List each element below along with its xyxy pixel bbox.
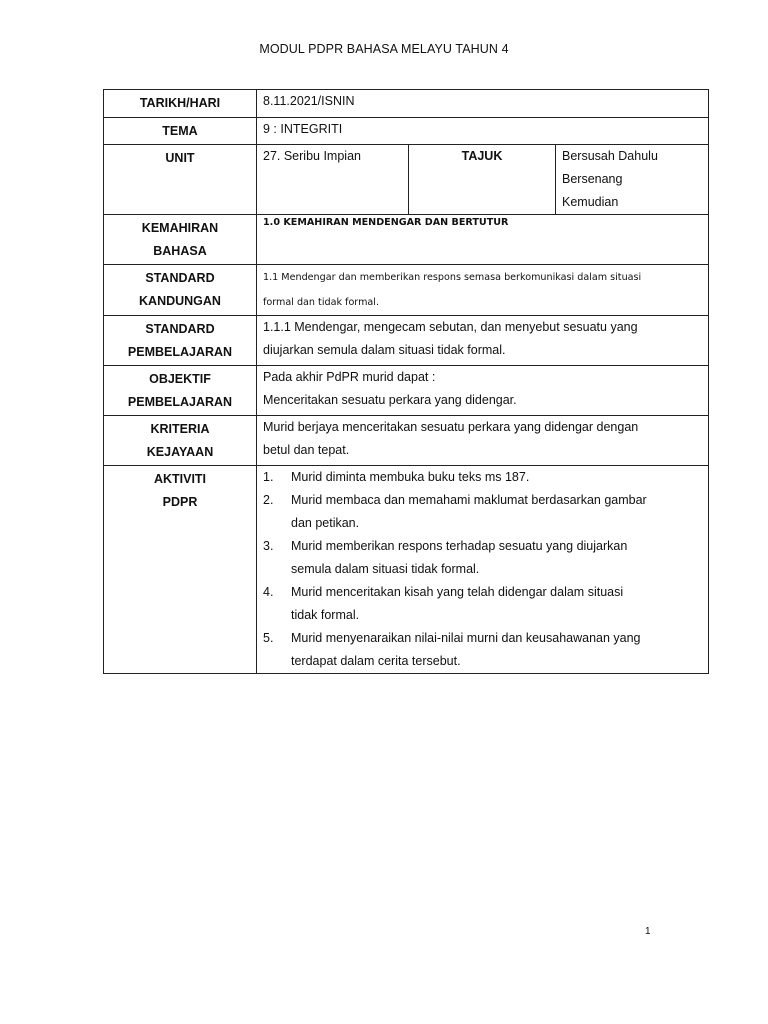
standard-kandungan-value: [257, 265, 709, 316]
aktiviti-label-line: PDPR: [162, 495, 198, 509]
aktiviti-label-line: AKTIVITI: [153, 472, 207, 486]
kriteria-value: [257, 416, 709, 466]
kemahiran-value-text: 1.0 KEMAHIRAN MENDENGAR DAN BERTUTUR: [263, 217, 509, 228]
activity-line: terdapat dalam cerita tersebut.: [291, 654, 461, 668]
activity-number: 2.: [263, 493, 274, 507]
tema-label: TEMA: [104, 118, 257, 145]
standard-kandungan-label: [104, 265, 257, 316]
lesson-plan-table: [103, 89, 709, 674]
aktiviti-label: [104, 466, 257, 674]
kemahiran-label: [104, 215, 257, 265]
activity-number: 1.: [263, 470, 274, 484]
tajuk-line: Bersenang: [562, 172, 623, 186]
activity-line: dan petikan.: [291, 516, 360, 530]
kriteria-line: Murid berjaya menceritakan sesuatu perkara yang didengar dengan: [263, 420, 639, 434]
row-unit: [104, 145, 709, 215]
unit-label: UNIT: [104, 145, 257, 215]
objektif-line: Pada akhir PdPR murid dapat :: [263, 370, 436, 384]
standard-pembelajaran-label-line: STANDARD: [145, 322, 215, 336]
standard-kandungan-line: formal dan tidak formal.: [263, 297, 380, 308]
row-objektif: [104, 366, 709, 416]
page-header-title: MODUL PDPR BAHASA MELAYU TAHUN 4: [259, 42, 509, 56]
tajuk-line: Kemudian: [562, 195, 619, 209]
kriteria-label: [104, 416, 257, 466]
activity-line: tidak formal.: [291, 608, 360, 622]
standard-kandungan-line: 1.1 Mendengar dan memberikan respons semasa berkomunikasi dalam situasi: [263, 272, 642, 283]
tarikh-label: TARIKH/HARI: [104, 90, 257, 118]
row-standard-pembelajaran: [104, 316, 709, 366]
row-kriteria: [104, 416, 709, 466]
row-standard-kandungan: [104, 265, 709, 316]
activity-line: Murid menceritakan kisah yang telah didengar dalam situasi: [291, 585, 624, 599]
objektif-line: Menceritakan sesuatu perkara yang didengar.: [263, 393, 517, 407]
objektif-value: [257, 366, 709, 416]
activity-line: Murid menyenaraikan nilai-nilai murni dan keusahawanan yang: [291, 631, 641, 645]
row-tema: [104, 118, 709, 145]
row-tarikh: [104, 90, 709, 118]
activity-item: [263, 535, 702, 581]
activity-line: semula dalam situasi tidak formal.: [291, 562, 480, 576]
standard-pembelajaran-label-line: PEMBELAJARAN: [127, 345, 233, 359]
row-kemahiran: [104, 215, 709, 265]
objektif-label-line: PEMBELAJARAN: [127, 395, 233, 409]
objektif-label-line: OBJEKTIF: [149, 372, 211, 386]
kemahiran-label-line: BAHASA: [153, 244, 207, 258]
standard-pembelajaran-value: [257, 316, 709, 366]
activity-list: [263, 466, 702, 673]
aktiviti-value: [257, 466, 709, 674]
activity-item: [263, 581, 702, 627]
activity-line: Murid membaca dan memahami maklumat berdasarkan gambar: [291, 493, 647, 507]
activity-line: Murid diminta membuka buku teks ms 187.: [291, 470, 530, 484]
activity-number: 4.: [263, 585, 274, 599]
activity-item: [263, 489, 702, 535]
row-aktiviti: [104, 466, 709, 674]
activity-number: 3.: [263, 539, 274, 553]
kriteria-label-line: KEJAYAAN: [146, 445, 214, 459]
tarikh-value: 8.11.2021/ISNIN: [257, 90, 709, 118]
standard-pembelajaran-label: [104, 316, 257, 366]
activity-item: [263, 466, 702, 489]
standard-kandungan-label-line: STANDARD: [145, 271, 215, 285]
tajuk-label-text: TAJUK: [461, 149, 503, 163]
unit-value: 27. Seribu Impian: [257, 145, 409, 215]
objektif-label: [104, 366, 257, 416]
tema-value: 9 : INTEGRITI: [257, 118, 709, 145]
standard-pembelajaran-line: diujarkan semula dalam situasi tidak formal.: [263, 343, 506, 357]
kemahiran-label-line: KEMAHIRAN: [141, 221, 219, 235]
kemahiran-value: [257, 215, 709, 265]
kriteria-line: betul dan tepat.: [263, 443, 350, 457]
tajuk-value: [556, 145, 709, 215]
tajuk-label: [409, 145, 556, 215]
standard-pembelajaran-line: 1.1.1 Mendengar, mengecam sebutan, dan menyebut sesuatu yang: [263, 320, 638, 334]
standard-kandungan-label-line: KANDUNGAN: [139, 294, 221, 308]
activity-item: [263, 627, 702, 673]
kriteria-label-line: KRITERIA: [150, 422, 210, 436]
page-number: 1: [645, 926, 651, 937]
activity-line: Murid memberikan respons terhadap sesuatu yang diujarkan: [291, 539, 628, 553]
tajuk-line: Bersusah Dahulu: [562, 149, 658, 163]
activity-number: 5.: [263, 631, 274, 645]
